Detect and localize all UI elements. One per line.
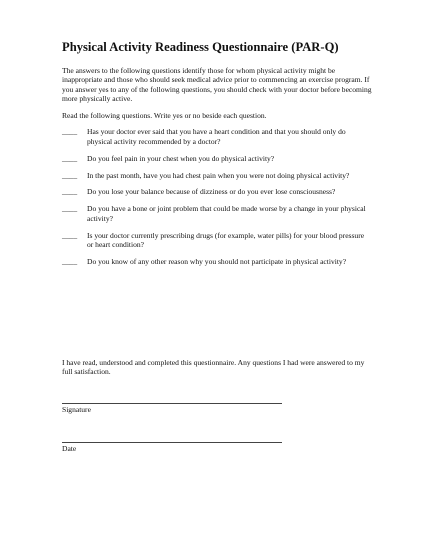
question-text: Do you have a bone or joint problem that could be made worse by a change in your physical activity? bbox=[87, 204, 366, 223]
page-title: Physical Activity Readiness Questionnaire (PAR-Q) bbox=[62, 40, 339, 54]
answer-blank[interactable]: ____ bbox=[62, 127, 78, 137]
instructions-text: Read the following questions. Write yes or no beside each question. bbox=[62, 111, 267, 121]
answer-blank[interactable]: ____ bbox=[62, 230, 78, 240]
question-text: Do you lose your balance because of dizziness or do you ever lose consciousness? bbox=[87, 187, 336, 197]
question-text: In the past month, have you had chest pain when you were not doing physical activity? bbox=[87, 170, 350, 180]
question-item bbox=[62, 171, 372, 180]
date-label: Date bbox=[62, 444, 77, 453]
question-text: Do you feel pain in your chest when you do physical activity? bbox=[87, 153, 275, 163]
answer-blank[interactable]: ____ bbox=[62, 153, 78, 163]
answer-blank[interactable]: ____ bbox=[62, 187, 78, 197]
signature-label: Signature bbox=[62, 405, 91, 414]
question-item bbox=[62, 231, 372, 250]
question-item bbox=[62, 127, 372, 146]
question-item bbox=[62, 187, 372, 196]
date-line[interactable] bbox=[62, 442, 282, 443]
question-text: Do you know of any other reason why you should not participate in physical activity? bbox=[87, 256, 347, 266]
intro-paragraph: The answers to the following questions identify those for whom physical activity might be inappropriate and those who should seek medical advice prior to commencing an exercise program. If you answer yes to any of the following questions, you should check with your doctor before becoming more physically active. bbox=[62, 66, 372, 103]
answer-blank[interactable]: ____ bbox=[62, 170, 78, 180]
questionnaire-page bbox=[62, 40, 372, 453]
answer-blank[interactable]: ____ bbox=[62, 256, 78, 266]
question-text: Has your doctor ever said that you have a heart condition and that you should only do physical activity recommended by a doctor? bbox=[87, 127, 346, 146]
question-item bbox=[62, 154, 372, 163]
signature-line[interactable] bbox=[62, 403, 282, 404]
question-item bbox=[62, 204, 372, 223]
answer-blank[interactable]: ____ bbox=[62, 204, 78, 214]
completion-statement: I have read, understood and completed this questionnaire. Any questions I had were answered to my full satisfaction. bbox=[62, 358, 365, 377]
question-text: Is your doctor currently prescribing drugs (for example, water pills) for your blood pressure or heart condition? bbox=[87, 230, 365, 249]
question-item bbox=[62, 257, 372, 266]
